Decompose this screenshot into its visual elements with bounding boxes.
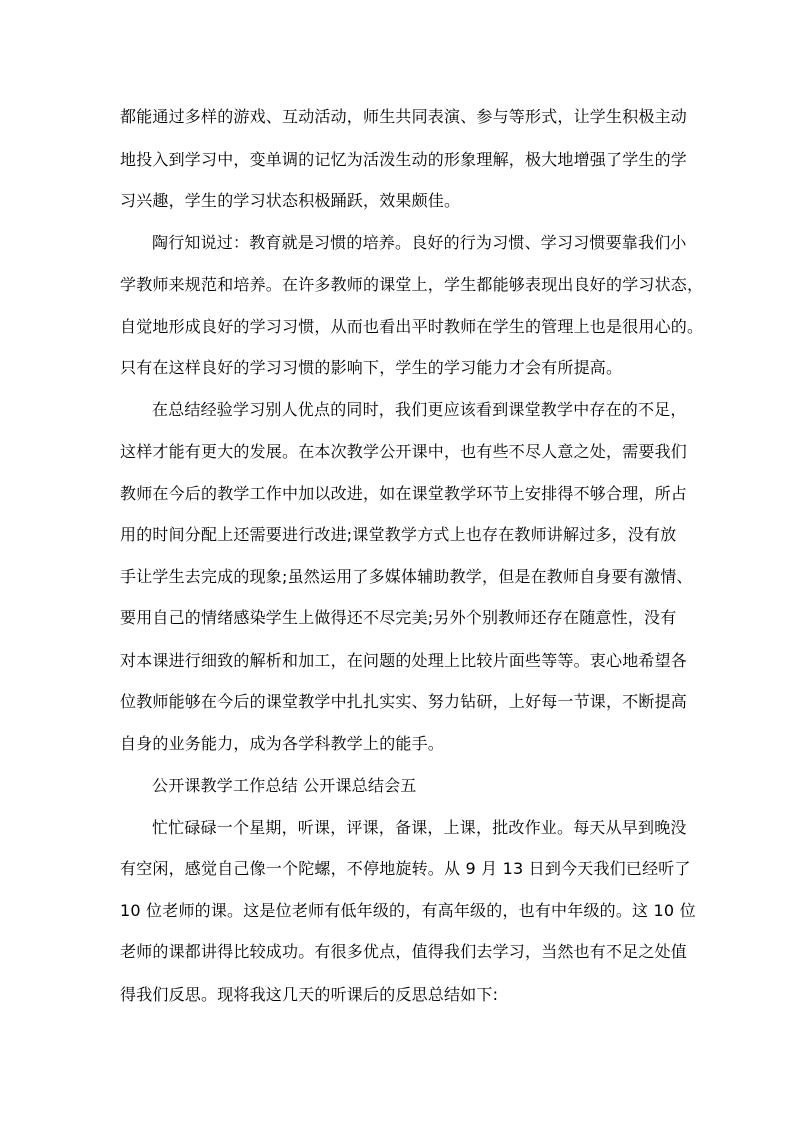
paragraph-line: 在总结经验学习别人优点的同时，我们更应该看到课堂教学中存在的不足， (152, 400, 687, 419)
paragraph-line: 这样才能有更大的发展。在本次教学公开课中，也有些不尽人意之处，需要我们 (120, 442, 688, 461)
paragraph-line: 学教师来规范和培养。在许多教师的课堂上，学生都能够表现出良好的学习状态， (120, 275, 704, 294)
paragraph-line: 只有在这样良好的学习习惯的影响下，学生的学习能力才会有所提高。 (120, 358, 623, 377)
paragraph-line: 用的时间分配上还需要进行改进;课堂教学方式上也存在教师讲解过多，没有放 (120, 525, 677, 544)
paragraph-line: 地投入到学习中，变单调的记忆为活泼生动的形象理解，极大地增强了学生的学 (120, 150, 688, 169)
paragraph-line: 教师在今后的教学工作中加以改进，如在课堂教学环节上安排得不够合理，所占 (120, 484, 688, 503)
paragraph-line: 陶行知说过：教育就是习惯的培养。良好的行为习惯、学习习惯要靠我们小 (152, 233, 687, 252)
paragraph-line: 位教师能够在今后的课堂教学中扎扎实实、努力钻研，上好每一节课，不断提高 (120, 692, 688, 711)
paragraph-line: 自身的业务能力，成为各学科教学上的能手。 (120, 734, 445, 753)
paragraph-line: 手让学生去完成的现象;虽然运用了多媒体辅助教学，但是在教师自身要有激情、 (120, 567, 693, 586)
paragraph-line: 自觉地形成良好的学习习惯，从而也看出平时教师在学生的管理上也是很用心的。 (120, 317, 704, 336)
paragraph-line: 都能通过多样的游戏、互动活动，师生共同表演、参与等形式，让学生积极主动 (120, 107, 688, 126)
paragraph-line: 习兴趣，学生的学习状态积极踊跃，效果颇佳。 (120, 191, 461, 210)
section-heading: 公开课教学工作总结 公开课总结会五 (152, 776, 417, 795)
paragraph-line: 要用自己的情绪感染学生上做得还不尽完美;另外个别教师还存在随意性，没有 (120, 608, 677, 627)
paragraph-line: 对本课进行细致的解析和加工，在问题的处理上比较片面些等等。衷心地希望各 (120, 651, 688, 670)
paragraph-line: 老师的课都讲得比较成功。有很多优点，值得我们去学习，当然也有不足之处值 (120, 942, 688, 961)
paragraph-line: 10 位老师的课。这是位老师有低年级的，有高年级的，也有中年级的。这 10 位 (120, 901, 696, 920)
paragraph-line: 得我们反思。现将我这几天的听课后的反思总结如下: (120, 985, 499, 1004)
paragraph-line: 有空闲，感觉自己像一个陀螺，不停地旋转。从 9 月 13 日到今天我们已经听了 (120, 859, 691, 878)
paragraph-line: 忙忙碌碌一个星期，听课，评课，备课，上课，批改作业。每天从早到晚没 (152, 818, 687, 837)
